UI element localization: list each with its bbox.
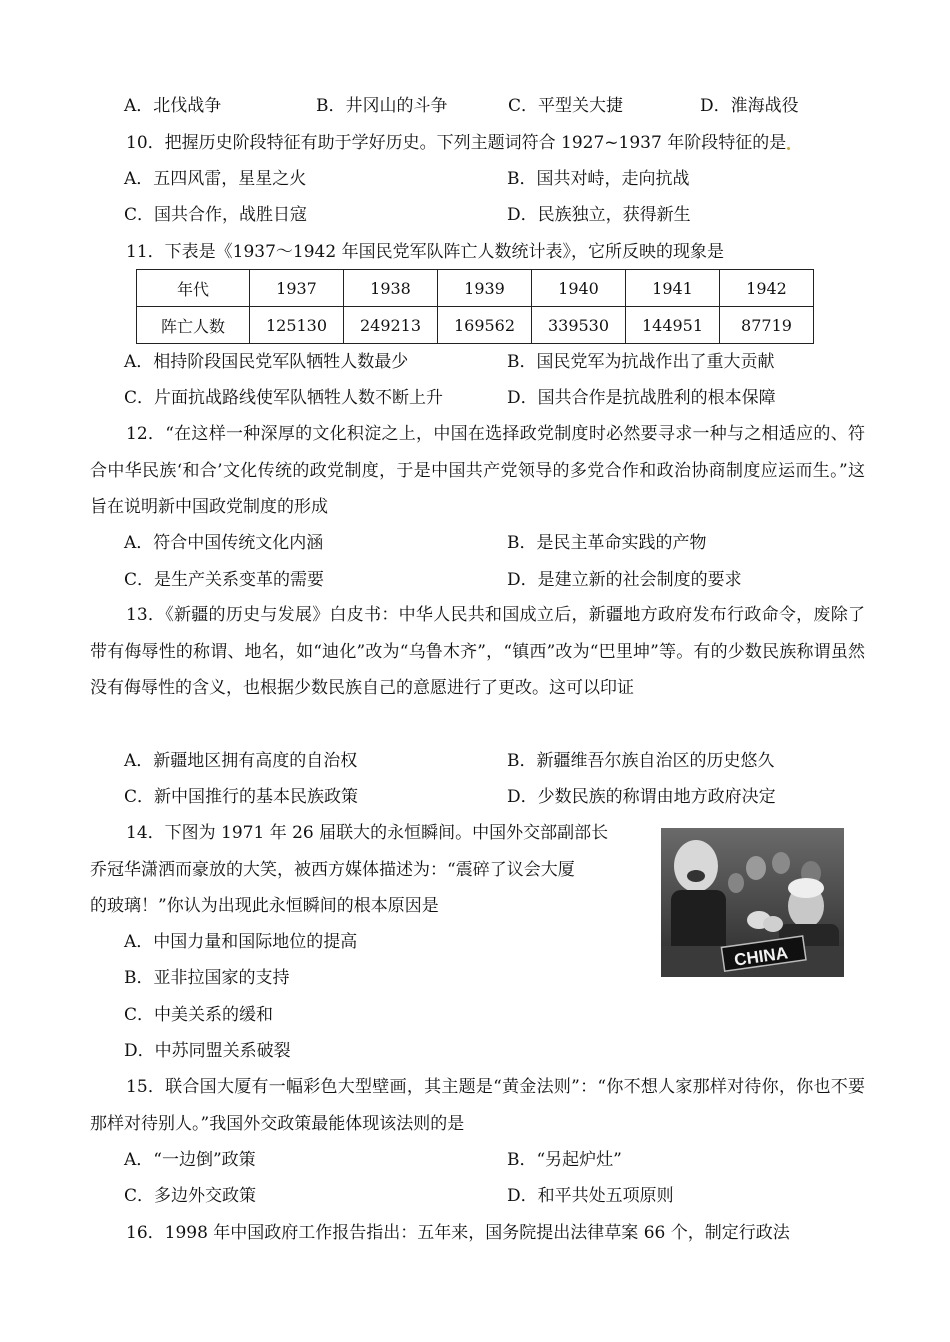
q14-option-b: B．亚非拉国家的支持 [124, 968, 290, 988]
q13-option-d: D．少数民族的称谓由地方政府决定 [507, 787, 776, 807]
q11-option-d: D．国共合作是抗战胜利的根本保障 [507, 388, 776, 408]
table-cell: 1938 [344, 270, 438, 307]
q10-option-a: A．五四风雷，星星之火 [124, 169, 307, 189]
table-row-label: 阵亡人数 [137, 307, 250, 344]
q12-option-a: A．符合中国传统文化内涵 [124, 533, 324, 553]
q10-option-c: C．国共合作，战胜日寇 [124, 205, 308, 225]
q13-option-c: C．新中国推行的基本民族政策 [124, 787, 359, 807]
q12-option-b: B．是民主革命实践的产物 [507, 533, 707, 553]
table-cell: 169562 [438, 307, 532, 344]
q12-option-c: C．是生产关系变革的需要 [124, 570, 325, 590]
q9-option-a: A．北伐战争 [124, 96, 222, 116]
table-cell: 1942 [720, 270, 814, 307]
table-cell: 144951 [626, 307, 720, 344]
q14-stem-line-3: 的玻璃！”你认为出现此永恒瞬间的根本原因是 [90, 896, 439, 916]
q13-stem: 13．《新疆的历史与发展》白皮书：中华人民共和国成立后，新疆地方政府发布行政命令，废除了带有侮辱性的称谓、地名，如“迪化”改为“乌鲁木齐”，“镇西”改为“巴里坤”等。有的少数民族称谓虽然没有侮辱性的含义，也根据少数民族自己的意愿进行了更改。这可以印证 [90, 605, 865, 698]
q12-option-d: D．是建立新的社会制度的要求 [507, 570, 742, 590]
q11-stem: 11．下表是《1937～1942 年国民党军队阵亡人数统计表》，它所反映的现象是 [126, 242, 725, 262]
q15-option-c: C．多边外交政策 [124, 1186, 257, 1206]
q14-stem-line-2: 乔冠华潇洒而豪放的大笑，被西方媒体描述为：“震碎了议会大厦 [90, 860, 575, 880]
q10-option-d: D．民族独立，获得新生 [507, 205, 691, 225]
table-cell: 125130 [250, 307, 344, 344]
table-cell: 339530 [532, 307, 626, 344]
q15-option-b: B．“另起炉灶” [507, 1150, 622, 1170]
q9-option-c: C．平型关大捷 [508, 96, 624, 116]
table-cell: 1940 [532, 270, 626, 307]
q12-stem: 12．“在这样一种深厚的文化积淀之上，中国在选择政党制度时必然要寻求一种与之相适应的、符合中华民族‘和合’文化传统的政党制度，于是中国共产党领导的多党合作和政治协商制度应运而生。”这旨在说明新中国政党制度的形成 [90, 424, 865, 517]
q10-stem: 10．把握历史阶段特征有助于学好历史。下列主题词符合 1927~1937 年阶段特征的是 [126, 132, 790, 154]
un-1971-photo [661, 828, 844, 977]
q15-option-a: A．“一边倒”政策 [124, 1150, 256, 1170]
q10-option-b: B．国共对峙，走向抗战 [507, 169, 690, 189]
q11-option-a: A．相持阶段国民党军队牺牲人数最少 [124, 352, 409, 372]
q14-option-a: A．中国力量和国际地位的提高 [124, 932, 358, 952]
q11-option-b: B．国民党军为抗战作出了重大贡献 [507, 352, 775, 372]
table-row [137, 307, 814, 344]
table-cell: 249213 [344, 307, 438, 344]
q15-option-d: D．和平共处五项原则 [507, 1186, 674, 1206]
q9-option-d: D．淮海战役 [700, 96, 799, 116]
china-sign-text: CHINA [733, 943, 790, 970]
table-cell: 1937 [250, 270, 344, 307]
q13-option-b: B．新疆维吾尔族自治区的历史悠久 [507, 751, 775, 771]
q14-stem-line-1: 14．下图为 1971 年 26 届联大的永恒瞬间。中国外交部副部长 [126, 823, 609, 843]
table-header-label: 年代 [137, 270, 250, 307]
q15-stem: 15．联合国大厦有一幅彩色大型壁画，其主题是“黄金法则”：“你不想人家那样对待你，你也不要那样对待别人。”我国外交政策最能体现该法则的是 [90, 1077, 865, 1134]
q16-stem: 16．1998 年中国政府工作报告指出：五年来，国务院提出法律草案 66 个，制定行政法 [126, 1223, 790, 1243]
q14-option-d: D．中苏同盟关系破裂 [124, 1041, 291, 1061]
table-row [137, 270, 814, 307]
table-cell: 1941 [626, 270, 720, 307]
q14-option-c: C．中美关系的缓和 [124, 1005, 274, 1025]
q13-option-a: A．新疆地区拥有高度的自治权 [124, 751, 358, 771]
q11-option-c: C．片面抗战路线使军队牺牲人数不断上升 [124, 388, 444, 408]
table-cell: 87719 [720, 307, 814, 344]
table-cell: 1939 [438, 270, 532, 307]
speck-mark [787, 147, 790, 150]
photo-illustration [661, 828, 844, 977]
death-statistics-table [136, 269, 814, 344]
q9-option-b: B．井冈山的斗争 [316, 96, 448, 116]
